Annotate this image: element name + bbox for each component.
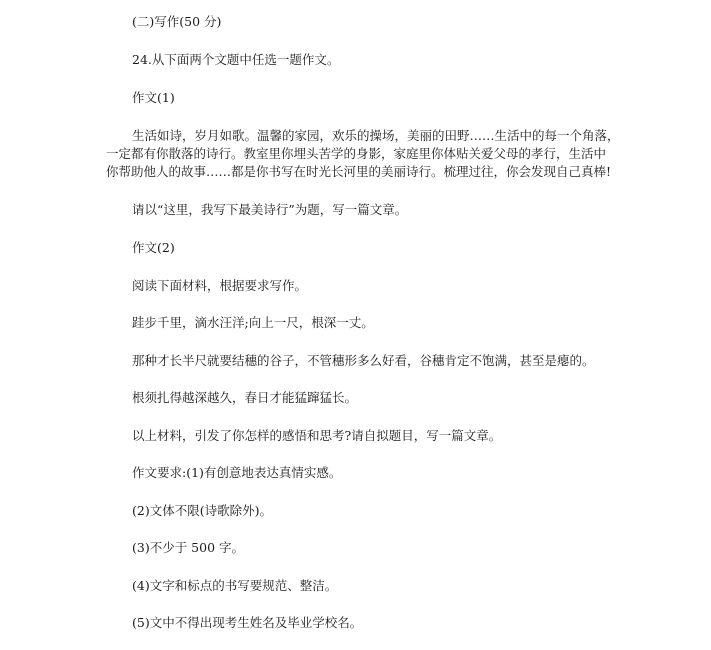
essay1-paragraph-line: 生活如诗，岁月如歌。温馨的家园，欢乐的操场，美丽的田野……生活中的每一个角落， — [132, 128, 620, 143]
material-paragraph: 根须扎得越深越久，春日才能猛蹿猛长。 — [132, 390, 358, 405]
requirement-item: (2)文体不限(诗歌除外)。 — [132, 503, 272, 518]
essay2-instruction: 阅读下面材料，根据要求写作。 — [132, 278, 308, 293]
essay1-paragraph-line: 你帮助他人的故事……都是你书写在时光长河里的美丽诗行。梳理过往，你会发现自己真棒! — [106, 164, 612, 179]
essay1-paragraph-line: 一定都有你散落的诗行。教室里你埋头苦学的身影，家庭里你体贴关爱父母的孝行，生活中 — [106, 146, 607, 161]
requirement-item: (4)文字和标点的书写要规范、整洁。 — [132, 578, 338, 593]
requirement-item: (3)不少于 500 字。 — [132, 540, 245, 555]
essay1-label: 作文(1) — [132, 90, 175, 105]
requirement-item: (5)文中不得出现考生姓名及毕业学校名。 — [132, 615, 363, 630]
question-text: 24.从下面两个文题中任选一题作文。 — [132, 52, 340, 67]
essay1-prompt: 请以“这里，我写下最美诗行”为题，写一篇文章。 — [132, 202, 408, 217]
material-paragraph: 跬步千里，滴水汪洋;向上一尺，根深一丈。 — [132, 315, 374, 330]
section-heading: (二)写作(50 分) — [132, 14, 222, 29]
requirement-item: 作文要求:(1)有创意地表达真情实感。 — [132, 465, 342, 480]
material-paragraph: 那种才长半尺就要结穗的谷子，不管穗形多么好看，谷穗肯定不饱满，甚至是瘪的。 — [132, 353, 595, 368]
essay2-label: 作文(2) — [132, 240, 175, 255]
material-paragraph: 以上材料，引发了你怎样的感悟和思考?请自拟题目，写一篇文章。 — [132, 428, 502, 443]
